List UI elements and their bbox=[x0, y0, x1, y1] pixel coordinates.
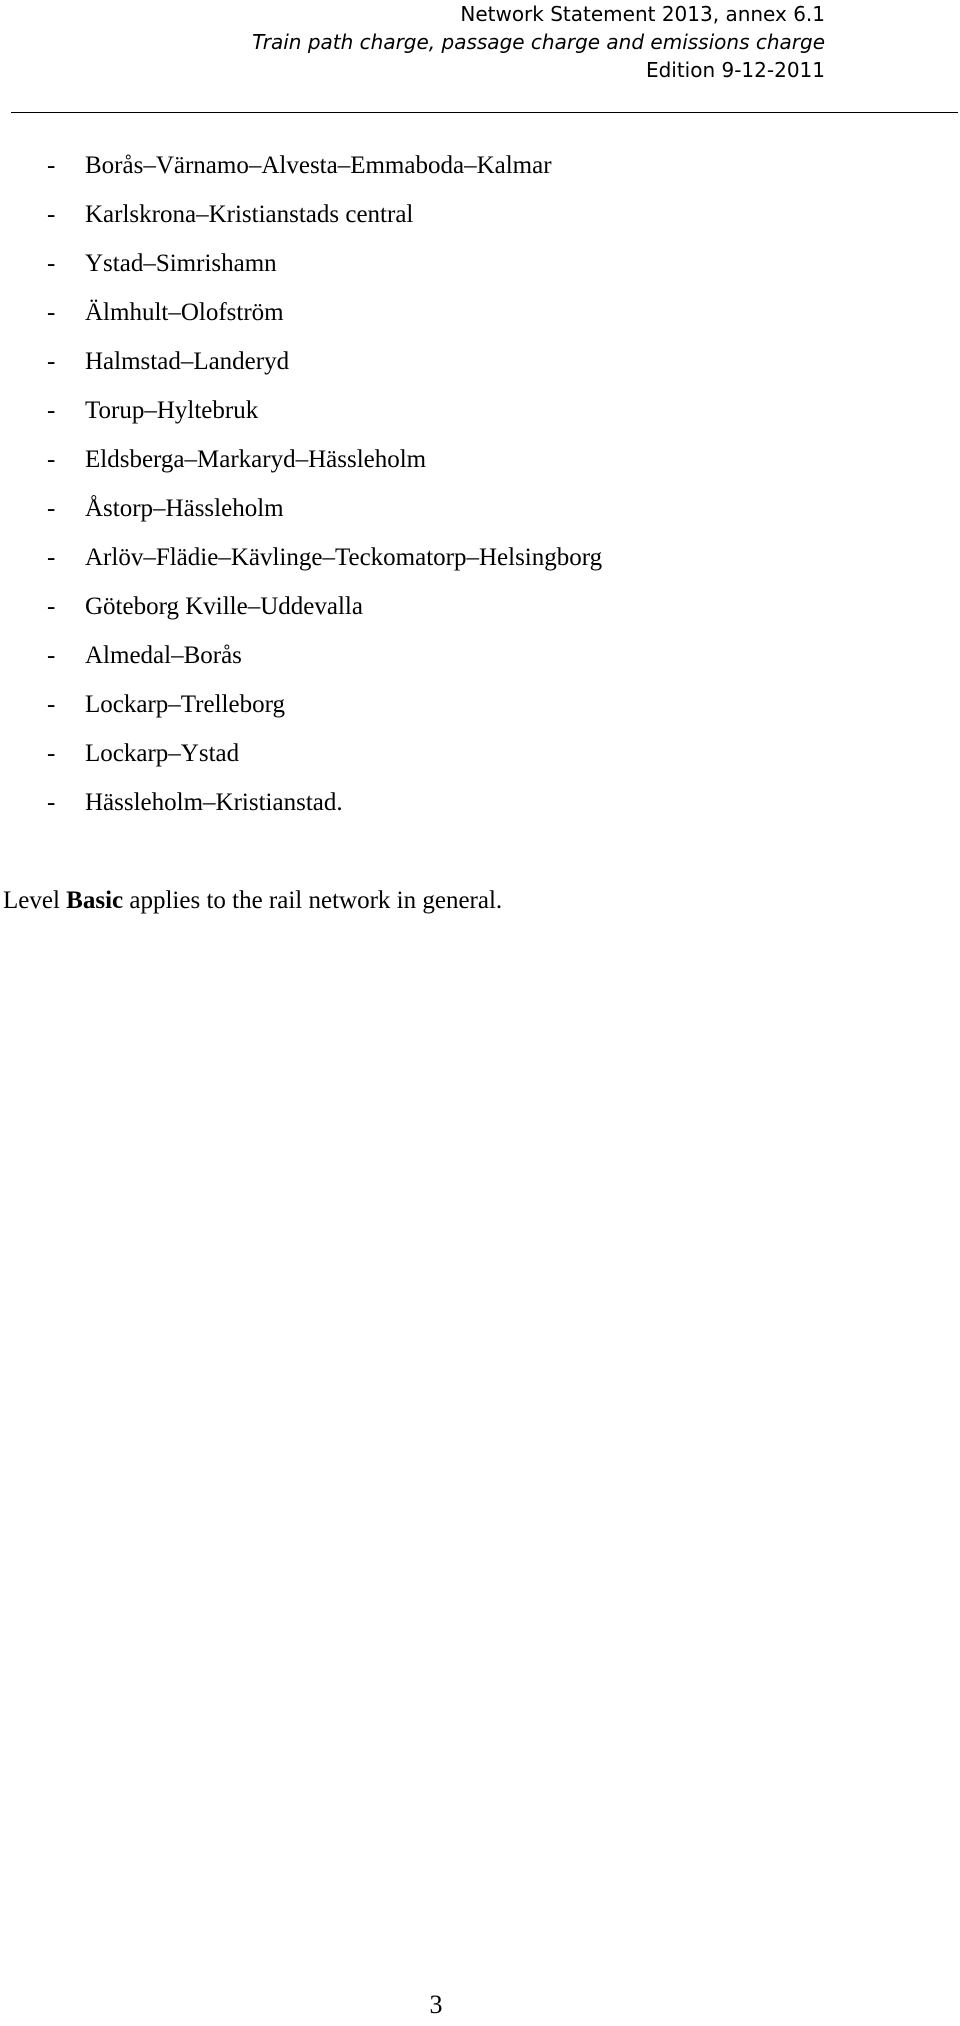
list-marker: - bbox=[47, 740, 56, 767]
paragraph-prefix: Level bbox=[3, 887, 67, 914]
list-marker: - bbox=[47, 201, 56, 228]
route-name: Borås–Värnamo–Alvesta–Emmaboda–Kalmar bbox=[85, 152, 552, 179]
header-divider bbox=[11, 112, 958, 113]
route-name: Lockarp–Trelleborg bbox=[85, 691, 285, 718]
route-name: Hässleholm–Kristianstad. bbox=[85, 789, 343, 816]
list-marker: - bbox=[47, 250, 56, 277]
page-number: 3 bbox=[429, 1990, 443, 2019]
list-marker: - bbox=[47, 397, 56, 424]
route-name: Lockarp–Ystad bbox=[85, 740, 240, 767]
list-marker: - bbox=[47, 152, 56, 179]
level-basic-paragraph bbox=[3, 876, 502, 925]
list-marker: - bbox=[47, 299, 56, 326]
list-marker: - bbox=[47, 691, 56, 718]
paragraph-emphasis: Basic bbox=[66, 887, 124, 914]
paragraph-suffix: applies to the rail network in general. bbox=[123, 887, 503, 914]
route-name: Älmhult–Olofström bbox=[85, 299, 284, 326]
list-marker: - bbox=[47, 348, 56, 375]
document-edition: Edition 9-12-2011 bbox=[645, 58, 825, 82]
route-name: Arlöv–Flädie–Kävlinge–Teckomatorp–Helsingborg bbox=[85, 544, 603, 571]
list-marker: - bbox=[47, 544, 56, 571]
route-name: Göteborg Kville–Uddevalla bbox=[85, 593, 363, 620]
list-marker: - bbox=[47, 446, 56, 473]
route-name: Halmstad–Landeryd bbox=[85, 348, 290, 375]
route-name: Ystad–Simrishamn bbox=[85, 250, 277, 277]
list-marker: - bbox=[47, 495, 56, 522]
list-marker: - bbox=[47, 593, 56, 620]
route-name: Torup–Hyltebruk bbox=[85, 397, 259, 424]
document-subtitle: Train path charge, passage charge and emissions charge bbox=[252, 30, 825, 54]
document-title: Network Statement 2013, annex 6.1 bbox=[460, 2, 825, 26]
route-name: Eldsberga–Markaryd–Hässleholm bbox=[85, 446, 427, 473]
route-name: Almedal–Borås bbox=[85, 642, 242, 669]
list-marker: - bbox=[47, 789, 56, 816]
list-marker: - bbox=[47, 642, 56, 669]
route-name: Karlskrona–Kristianstads central bbox=[85, 201, 414, 228]
route-name: Åstorp–Hässleholm bbox=[85, 495, 284, 522]
